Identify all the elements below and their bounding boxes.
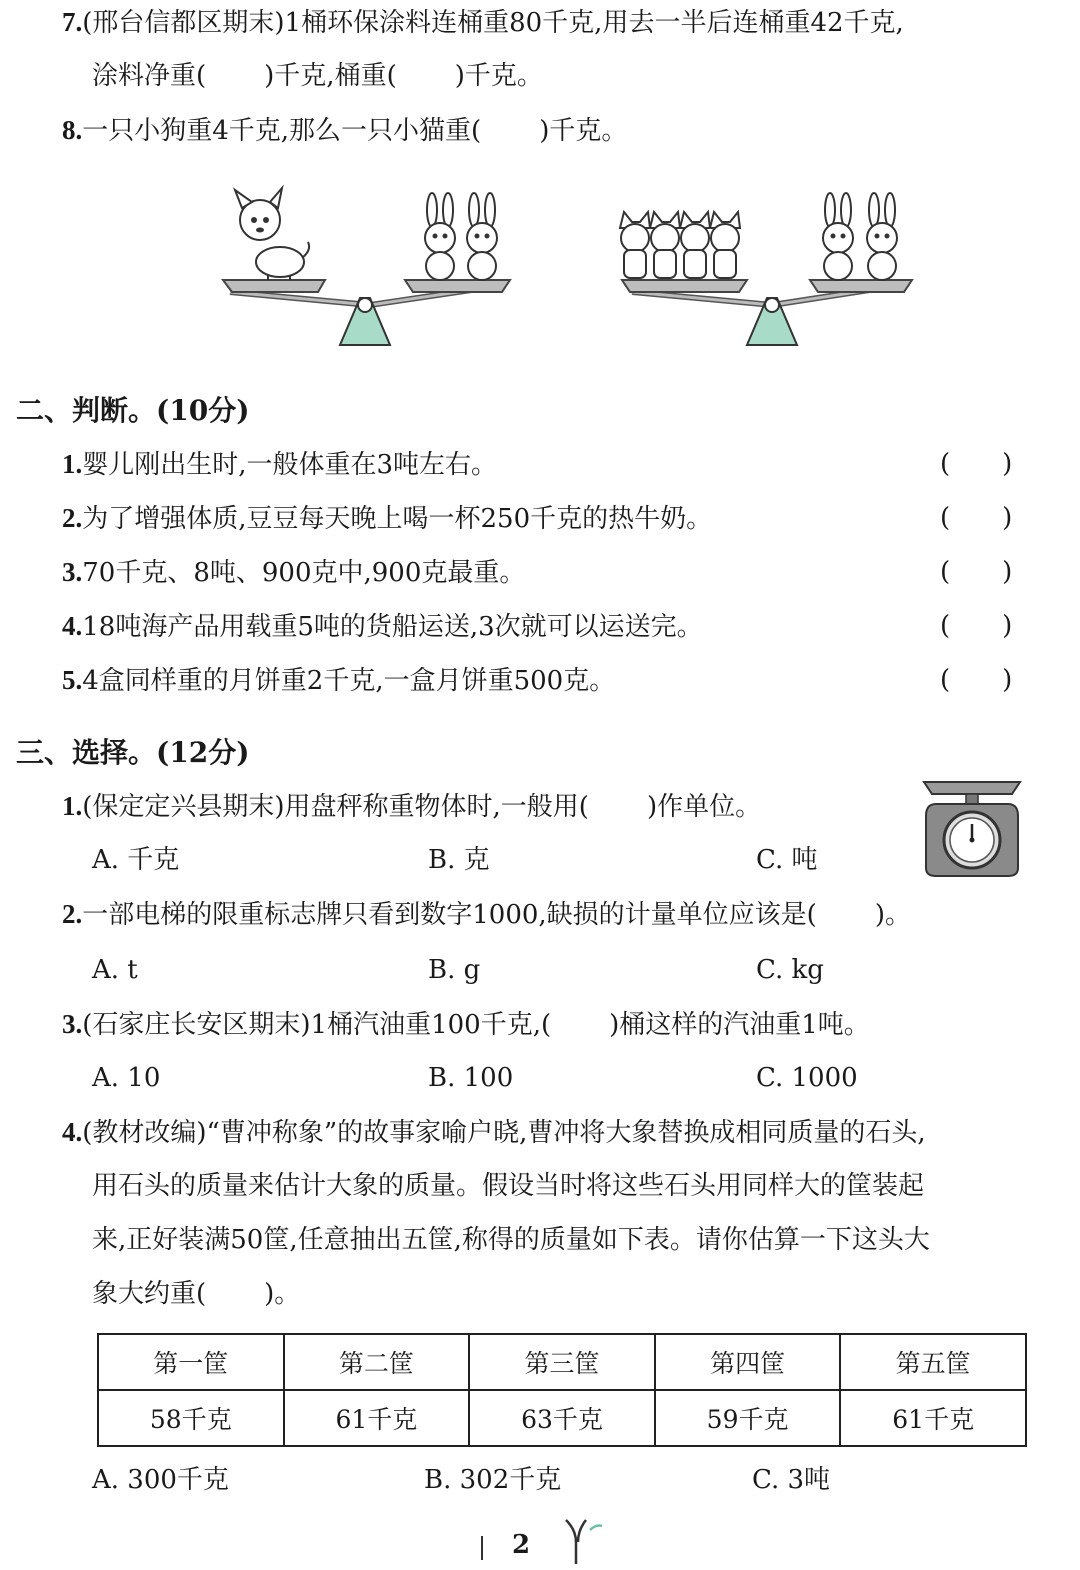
choice-q3-option-b[interactable]: B. 100: [428, 1063, 514, 1093]
choice-q4-option-c[interactable]: C. 3吨: [752, 1465, 831, 1495]
cat-icon: [680, 212, 710, 278]
judge-answer-bracket[interactable]: ( ): [940, 503, 1013, 533]
q7-line1: [62, 4, 904, 41]
choice-q1-option-a[interactable]: A. 千克: [92, 845, 180, 875]
cat-icon: [620, 212, 650, 278]
choice-q2-text-a: 一部电梯的限重标志牌只看到数字1000,缺损的计量单位应该是(: [82, 900, 817, 930]
basket-weight-table: [97, 1333, 1027, 1447]
judge-item: [62, 446, 497, 483]
judge-answer-bracket[interactable]: ( ): [940, 611, 1013, 641]
choice-q1: [62, 788, 761, 825]
q7-text1: 1桶环保涂料连桶重80千克,用去一半后连桶重42千克,: [284, 8, 904, 38]
judge-item-number: 1.: [62, 449, 83, 479]
judge-item-number: 2.: [62, 503, 83, 533]
choice-q1-option-b[interactable]: B. 克: [428, 845, 490, 875]
choice-q2-option-a[interactable]: A. t: [92, 955, 138, 985]
table-header-cell: 第五筐: [840, 1334, 1026, 1390]
table-cell: 58千克: [98, 1390, 284, 1446]
choice-q3-text-a: 1桶汽油重100千克,(: [310, 1010, 552, 1040]
cat-icon: [710, 212, 740, 278]
choice-q3-number: 3.: [62, 1009, 83, 1039]
choice-q1-option-c[interactable]: C. 吨: [756, 845, 818, 875]
choice-q2: [62, 896, 911, 933]
page-number: 2: [512, 1530, 531, 1560]
rabbit-icon: [823, 193, 853, 280]
q8-line: [62, 112, 627, 149]
table-cell: 63千克: [469, 1390, 655, 1446]
choice-q1-number: 1.: [62, 791, 83, 821]
choice-q1-text-b: )作单位。: [646, 792, 762, 822]
q7-number: 7.: [62, 7, 83, 37]
page-mark-icon: [474, 1532, 494, 1562]
judge-item: [62, 608, 703, 645]
choice-q3: [62, 1006, 870, 1043]
choice-q4-number: 4.: [62, 1117, 83, 1147]
balance-scale-cats-rabbits: [612, 180, 922, 350]
table-header-cell: 第一筐: [98, 1334, 284, 1390]
choice-q4-line3: 来,正好装满50筐,任意抽出五筐,称得的质量如下表。请你估算一下这头大: [92, 1225, 930, 1255]
q8-text-b: )千克。: [539, 116, 628, 146]
judge-item-number: 5.: [62, 665, 83, 695]
judge-answer-bracket[interactable]: ( ): [940, 665, 1013, 695]
table-header-cell: 第四筐: [655, 1334, 841, 1390]
judge-item: [62, 554, 525, 591]
choice-q2-option-b[interactable]: B. g: [428, 955, 481, 985]
choice-q4-text1: “曹冲称象”的故事家喻户晓,曹冲将大象替换成相同质量的石头,: [206, 1118, 926, 1148]
pan-scale-icon: [922, 776, 1022, 881]
rabbit-icon: [425, 193, 455, 280]
choice-q4-option-a[interactable]: A. 300千克: [92, 1465, 229, 1495]
table-cell: 59千克: [655, 1390, 841, 1446]
choice-q2-text-b: )。: [874, 900, 911, 930]
table-header-cell: 第三筐: [469, 1334, 655, 1390]
q8-text-a: 一只小狗重4千克,那么一只小猫重(: [82, 116, 482, 146]
choice-section-heading: 三、选择。(12分): [16, 736, 250, 769]
choice-q4-source: (教材改编): [82, 1118, 207, 1148]
judge-item-text: 4盒同样重的月饼重2千克,一盒月饼重500克。: [82, 666, 616, 696]
choice-q3-option-a[interactable]: A. 10: [92, 1063, 161, 1093]
judge-answer-bracket[interactable]: ( ): [940, 557, 1013, 587]
balance-scale-dog-rabbits: [220, 180, 540, 350]
q7-line2: [92, 58, 543, 94]
q7-source: (邢台信都区期末): [82, 8, 285, 38]
choice-q3-source: (石家庄长安区期末): [82, 1010, 311, 1040]
q7-text2b: )千克,桶重(: [264, 61, 397, 91]
table-header-row: [98, 1334, 1026, 1390]
dog-icon: [235, 188, 309, 280]
choice-q4-line2: 用石头的质量来估计大象的质量。假设当时将这些石头用同样大的筐装起: [92, 1171, 925, 1201]
judge-item: [62, 500, 712, 537]
choice-q4-text4a: 象大约重(: [92, 1279, 207, 1309]
choice-q2-option-c[interactable]: C. kg: [756, 955, 824, 985]
judge-item: [62, 662, 615, 699]
choice-q4-text4b: )。: [264, 1279, 301, 1309]
judge-item-text: 婴儿刚出生时,一般体重在3吨左右。: [82, 450, 498, 480]
table-cell: 61千克: [284, 1390, 470, 1446]
q8-number: 8.: [62, 115, 83, 145]
choice-q1-source: (保定定兴县期末): [82, 792, 285, 822]
table-cell: 61千克: [840, 1390, 1026, 1446]
cat-icon: [650, 212, 680, 278]
q7-text2c: )千克。: [454, 61, 543, 91]
choice-q3-text-b: )桶这样的汽油重1吨。: [609, 1010, 870, 1040]
judge-item-number: 4.: [62, 611, 83, 641]
choice-q4-line4: [92, 1276, 300, 1312]
table-row: [98, 1390, 1026, 1446]
judge-item-text: 为了增强体质,豆豆每天晚上喝一杯250千克的热牛奶。: [82, 504, 713, 534]
choice-q3-option-c[interactable]: C. 1000: [756, 1063, 858, 1093]
choice-q4-line1: [62, 1114, 926, 1151]
judge-item-text: 18吨海产品用载重5吨的货船运送,3次就可以运送完。: [82, 612, 703, 642]
judge-answer-bracket[interactable]: ( ): [940, 449, 1013, 479]
q7-text2a: 涂料净重(: [92, 61, 207, 91]
table-header-cell: 第二筐: [284, 1334, 470, 1390]
rabbit-icon: [867, 193, 897, 280]
choice-q2-number: 2.: [62, 899, 83, 929]
rabbit-icon: [467, 193, 497, 280]
sprout-icon: [562, 1516, 606, 1566]
choice-q1-text-a: 用盘秤称重物体时,一般用(: [284, 792, 589, 822]
judge-item-number: 3.: [62, 557, 83, 587]
judge-item-text: 70千克、8吨、900克中,900克最重。: [82, 558, 526, 588]
judge-section-heading: 二、判断。(10分): [16, 394, 250, 427]
choice-q4-option-b[interactable]: B. 302千克: [424, 1465, 562, 1495]
